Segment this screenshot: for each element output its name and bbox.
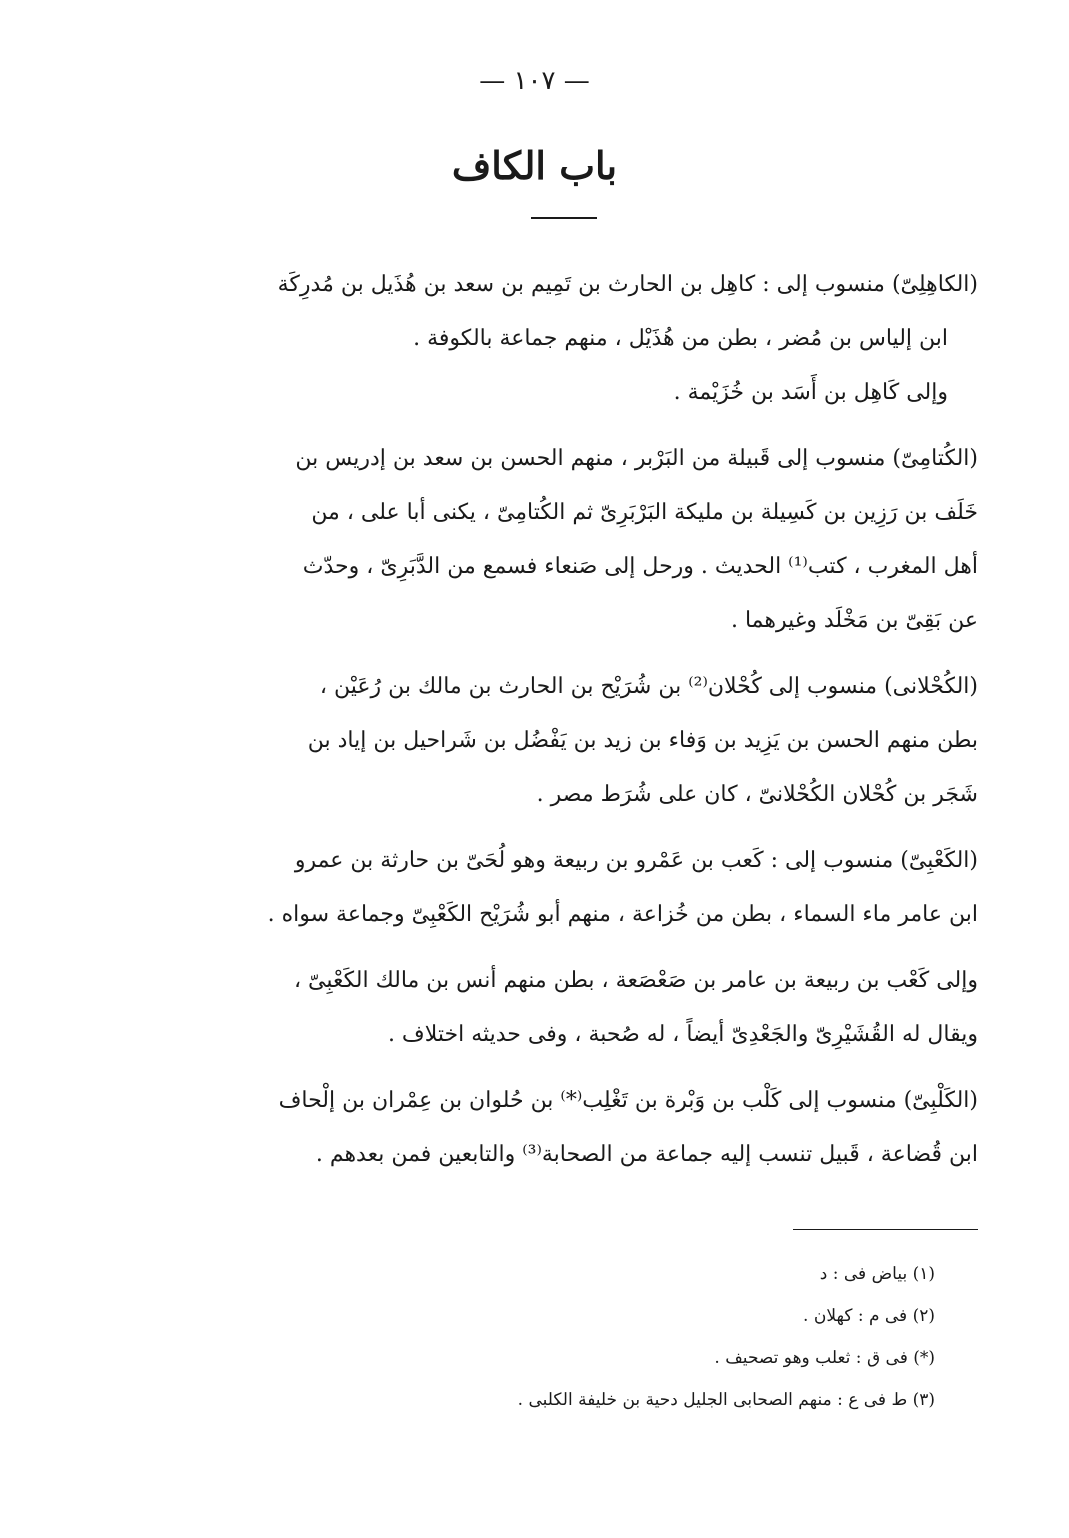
entry-kabi — [128, 834, 978, 942]
page-number: — ١٠٧ — — [479, 66, 590, 96]
entry-line: (الكَلْبِىّ) منسوب إلى كَلْب بن وَبْرة بن تَغْلِب⁽*⁾ بن حُلوان بن عِمْران بن إلْحاف — [278, 1088, 978, 1113]
body-text — [128, 258, 978, 1194]
entry-line: وإلى كَاهِل بن أَسَد بن خُزَيْمة . — [673, 380, 948, 405]
title-divider — [531, 217, 597, 219]
entry-kabi-rabia — [128, 954, 978, 1062]
footnotes — [200, 1253, 935, 1421]
footnote: (٢) فى م : كهلان . — [803, 1306, 935, 1326]
entry-kahili — [128, 258, 978, 420]
chapter-title: باب الكاف — [451, 143, 618, 188]
entry-line: (الكُحْلانى) منسوب إلى كُحْلان⁽²⁾ بن شُرَيْح بن الحارث بن مالك بن رُعَيْن ، — [319, 674, 978, 699]
entry-line: بطن منهم الحسن بن يَزِيد بن وَفاء بن زيد بن يَفْضُل بن شَراحيل بن إياد بن — [307, 728, 978, 753]
footnote: (١) بياض فى : د — [819, 1264, 935, 1284]
entry-kuhlani — [128, 660, 978, 822]
entry-kalbi — [128, 1074, 978, 1182]
entry-line: ويقال له القُشَيْرِىّ والجَعْدِىّ أيضاً ، له صُحبة ، وفى حديثه اختلاف . — [387, 1022, 978, 1047]
entry-line: (الكاهِلِىّ) منسوب إلى : كاهِل بن الحارث بن تَمِيم بن سعد بن هُذَيل بن مُدرِكَة — [277, 272, 978, 297]
entry-line: ابن عامر ماء السماء ، بطن من خُزاعة ، منهم أبو شُرَيْح الكَعْبِىّ وجماعة سواه . — [267, 902, 978, 927]
footnote: (٣) ط فى ع : منهم الصحابى الجليل دحية بن خليفة الكلبى . — [517, 1390, 935, 1410]
entry-line: عن بَقِىّ بن مَخْلَد وغيرهما . — [730, 608, 978, 633]
entry-line: ابن قُضاعة ، قَبيل تنسب إليه جماعة من الصحابة⁽³⁾ والتابعين فمن بعدهم . — [315, 1142, 978, 1167]
footnote: (*) فى ق : ثعلب وهو تصحيف . — [714, 1348, 935, 1368]
entry-line: (الكَعْبِىّ) منسوب إلى : كَعب بن عَمْرو بن ربيعة وهو لُحَىّ بن حارثة بن عمرو — [294, 848, 978, 873]
entry-line: أهل المغرب ، كتب⁽¹⁾ الحديث . ورحل إلى صَنعاء فسمع من الدَّبَرِىّ ، وحدّث — [302, 554, 978, 579]
entry-kutami — [128, 432, 978, 648]
entry-line: شَجَر بن كُحْلان الكُحْلانىّ ، كان على شُرَط مصر . — [536, 782, 978, 807]
entry-line: خَلَف بن رَزِين بن كَسِيلة بن مليكة البَرْبَرِىّ ثم الكُتامِىّ ، يكنى أبا على ، من — [311, 500, 978, 525]
entry-line: وإلى كَعْب بن ربيعة بن عامر بن صَعْصَعة ، بطن منهم أنس بن مالك الكَعْبِىّ ، — [293, 968, 978, 993]
entry-line: ابن إلياس بن مُضر ، بطن من هُذَيْل ، منهم جماعة بالكوفة . — [413, 326, 948, 351]
footnote-divider — [793, 1229, 978, 1230]
entry-line: (الكُتامِىّ) منسوب إلى قَبيلة من البَرْبر ، منهم الحسن بن سعد بن إدريس بن — [295, 446, 978, 471]
